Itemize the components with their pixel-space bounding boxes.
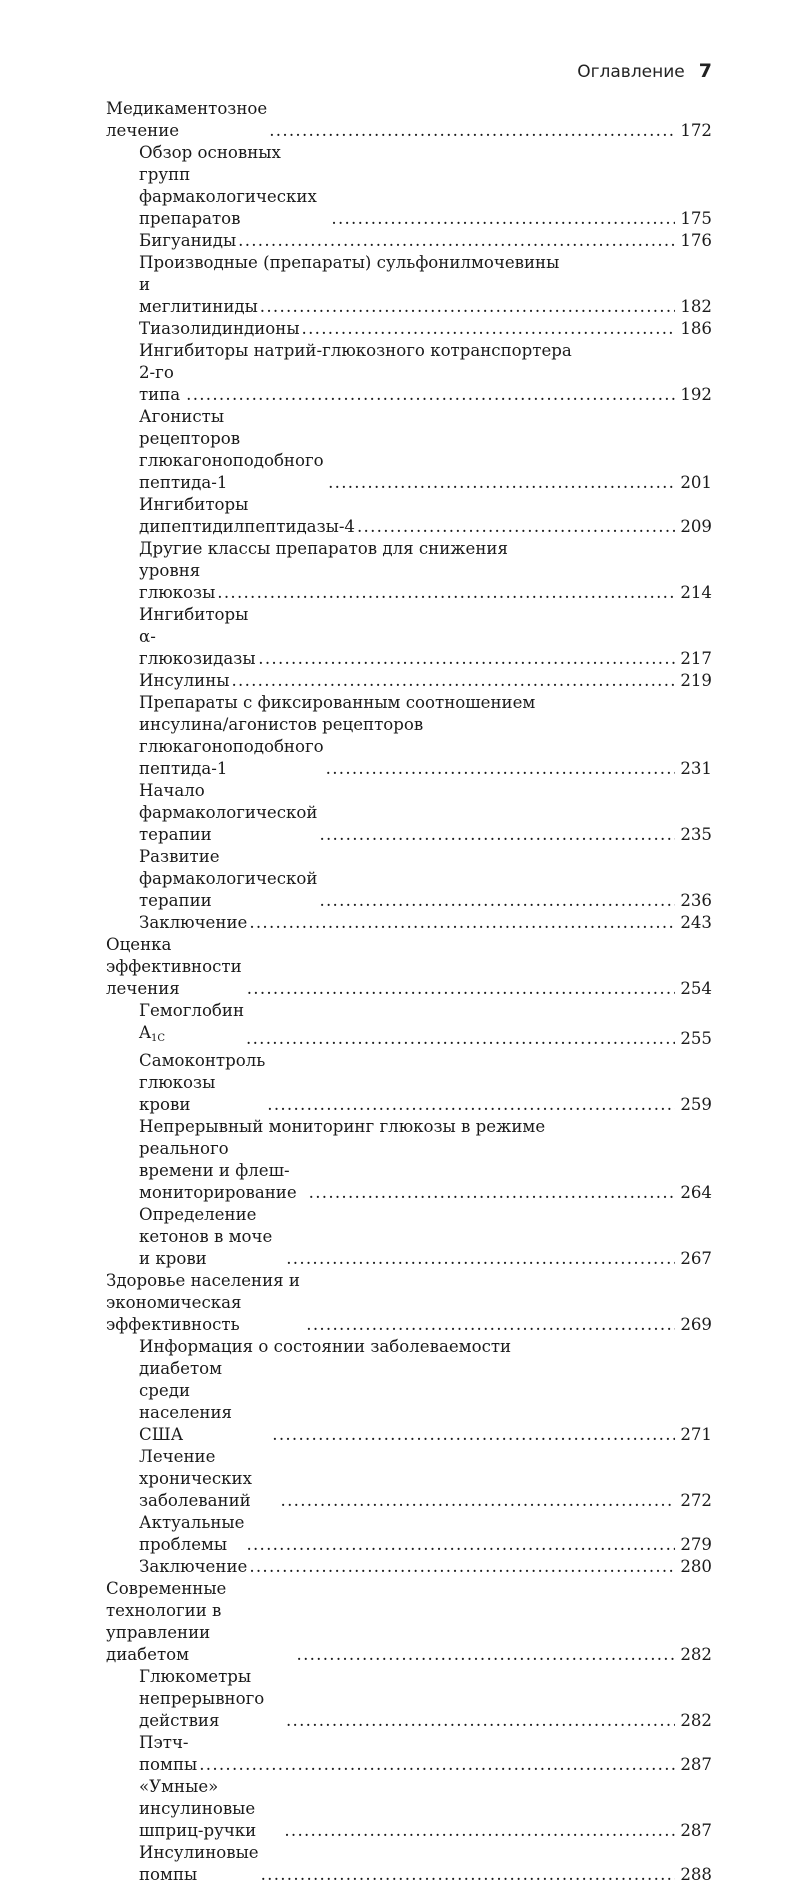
toc-entry-title: Лечение хронических заболеваний — [139, 1447, 258, 1510]
dot-leader — [261, 1864, 675, 1886]
dot-leader — [247, 978, 675, 1000]
toc-entry-title: Самоконтроль глюкозы крови — [139, 1051, 271, 1114]
toc-entry-page: 259 — [680, 1095, 712, 1114]
toc-entry-title: Непрерывный мониторинг глюкозы в режиме — [139, 1117, 546, 1136]
dot-leader — [302, 318, 675, 340]
dot-leader — [238, 230, 675, 252]
toc-entry-page: 282 — [680, 1645, 712, 1664]
toc-subsection-entry — [106, 1666, 712, 1732]
dot-leader — [281, 1490, 675, 1512]
toc-entry-page: 269 — [680, 1315, 712, 1334]
toc-subsection-entry — [106, 142, 712, 230]
toc-entry-page: 287 — [680, 1755, 712, 1774]
dot-leader — [306, 1314, 675, 1336]
toc-entry-title: Заключение — [139, 1557, 248, 1576]
dot-leader — [286, 1710, 675, 1732]
toc-entry-title: реального времени и флеш-мониторирование — [139, 1139, 297, 1202]
toc-subsection-entry — [106, 1050, 712, 1116]
toc-subsection-entry — [106, 538, 712, 560]
toc-entry-title: Инсулины — [139, 671, 230, 690]
toc-entry-title: Актуальные проблемы — [139, 1513, 250, 1554]
toc-entry-subscript: 1C — [150, 1033, 165, 1044]
dot-leader — [246, 1534, 675, 1556]
toc-subsection-entry — [106, 1842, 712, 1886]
toc-entry-page: 231 — [680, 759, 712, 778]
toc-subsection-entry — [106, 1776, 712, 1842]
toc-entry-title: Препараты с фиксированным соотношением — [139, 693, 536, 712]
toc-entry-title: Инсулиновые помпы — [139, 1843, 264, 1884]
toc-subsection-entry — [106, 230, 712, 252]
dot-leader — [326, 758, 675, 780]
toc-subsection-entry — [106, 1204, 712, 1270]
toc-subsection-entry — [106, 1000, 712, 1050]
dot-leader — [258, 648, 675, 670]
dot-leader — [186, 384, 675, 406]
dot-leader — [309, 1182, 675, 1204]
toc-subsection-entry — [106, 670, 712, 692]
dot-leader — [272, 1424, 675, 1446]
toc-entry-page: 272 — [680, 1491, 712, 1510]
toc-entry-title: Производные (препараты) сульфонилмочевины — [139, 253, 560, 272]
toc-entry-title: Начало фармакологической терапии — [139, 781, 323, 844]
toc-entry-title: Агонисты рецепторов глюкагоноподобного пептида-1 — [139, 407, 329, 492]
toc-entry-title: Ингибиторы α-глюкозидазы — [139, 605, 256, 668]
dot-leader — [328, 472, 675, 494]
toc-entry-page: 279 — [680, 1535, 712, 1554]
toc-entry-title: Определение кетонов в моче и крови — [139, 1205, 278, 1268]
toc-entry-title: глюкагоноподобного пептида-1 — [139, 737, 329, 778]
table-of-contents — [106, 98, 712, 1886]
running-header-title: Оглавление — [577, 62, 685, 82]
toc-subsection-entry — [106, 736, 712, 780]
toc-entry-title: Бигуаниды — [139, 231, 237, 250]
toc-entry-page: 282 — [680, 1711, 712, 1730]
dot-leader — [231, 670, 675, 692]
dot-leader — [331, 208, 675, 230]
toc-entry-page: 236 — [680, 891, 712, 910]
dot-leader — [217, 582, 675, 604]
toc-entry-title: диабетом среди населения США — [139, 1359, 238, 1444]
toc-subsection-entry — [106, 1512, 712, 1556]
toc-entry-page: 288 — [680, 1865, 712, 1884]
toc-entry-page: 209 — [680, 517, 712, 536]
toc-entry-title: и меглитиниды — [139, 275, 258, 316]
toc-subsection-entry — [106, 714, 712, 736]
page-number: 7 — [698, 60, 712, 82]
toc-entry-title: Развитие фармакологической терапии — [139, 847, 323, 910]
toc-entry-title: Другие классы препаратов для снижения — [139, 539, 508, 558]
toc-entry-title: Медикаментозное лечение — [106, 99, 273, 140]
toc-section-entry — [106, 1578, 712, 1666]
toc-subsection-entry — [106, 406, 712, 494]
toc-entry-title: Пэтч-помпы — [139, 1733, 198, 1774]
toc-subsection-entry — [106, 1116, 712, 1138]
toc-section-entry — [106, 98, 712, 142]
running-header — [577, 60, 712, 82]
toc-subsection-entry — [106, 494, 712, 538]
toc-subsection-entry — [106, 1358, 712, 1446]
toc-entry-page: 280 — [680, 1557, 712, 1576]
dot-leader — [357, 516, 675, 538]
dot-leader — [269, 120, 675, 142]
toc-entry-page: 264 — [680, 1183, 712, 1202]
toc-entry-page: 201 — [680, 473, 712, 492]
toc-subsection-entry — [106, 1336, 712, 1358]
dot-leader — [286, 1248, 675, 1270]
toc-entry-title: Оценка эффективности лечения — [106, 935, 247, 998]
toc-entry-title: 2-го типа — [139, 363, 181, 404]
toc-subsection-entry — [106, 846, 712, 912]
toc-section-entry — [106, 934, 712, 1000]
toc-entry-title: «Умные» инсулиновые шприц-ручки — [139, 1777, 261, 1840]
toc-subsection-entry — [106, 340, 712, 362]
toc-entry-page: 235 — [680, 825, 712, 844]
toc-subsection-entry — [106, 1138, 712, 1204]
toc-entry-page: 192 — [680, 385, 712, 404]
dot-leader — [249, 1556, 675, 1578]
toc-subsection-entry — [106, 604, 712, 670]
toc-subsection-entry — [106, 252, 712, 274]
toc-entry-page: 243 — [680, 913, 712, 932]
toc-entry-title: Информация о состоянии заболеваемости — [139, 1337, 512, 1356]
toc-subsection-entry — [106, 780, 712, 846]
dot-leader — [260, 296, 675, 318]
toc-entry-title: Здоровье населения и экономическая эффективность — [106, 1271, 306, 1334]
toc-entry-page: 271 — [680, 1425, 712, 1444]
toc-section-entry — [106, 1270, 712, 1336]
toc-entry-page: 217 — [680, 649, 712, 668]
toc-entry-page: 186 — [680, 319, 712, 338]
toc-subsection-entry — [106, 274, 712, 318]
dot-leader — [319, 824, 675, 846]
toc-subsection-entry — [106, 692, 712, 714]
dot-leader — [319, 890, 675, 912]
toc-entry-title: Заключение — [139, 913, 248, 932]
toc-subsection-entry — [106, 318, 712, 340]
dot-leader — [249, 912, 675, 934]
toc-entry-page: 267 — [680, 1249, 712, 1268]
toc-entry-page: 255 — [680, 1029, 712, 1048]
toc-entry-page: 214 — [680, 583, 712, 602]
toc-entry-title: Ингибиторы натрий-глюкозного котранспортера — [139, 341, 572, 360]
toc-entry-title: Ингибиторы дипептидилпептидазы-4 — [139, 495, 355, 536]
toc-entry-page: 175 — [680, 209, 712, 228]
dot-leader — [284, 1820, 675, 1842]
toc-entry-title: Тиазолидиндионы — [139, 319, 300, 338]
toc-entry-page: 254 — [680, 979, 712, 998]
toc-entry-page: 182 — [680, 297, 712, 316]
toc-subsection-entry — [106, 1732, 712, 1776]
toc-subsection-entry — [106, 362, 712, 406]
toc-subsection-entry — [106, 1446, 712, 1512]
toc-subsection-entry — [106, 1556, 712, 1578]
toc-entry-title: Гемоглобин $A_{1C}$ — [139, 1001, 250, 1044]
toc-entry-page: 219 — [680, 671, 712, 690]
toc-entry-title: Обзор основных групп фармакологических препаратов — [139, 143, 323, 228]
toc-entry-title: инсулина/агонистов рецепторов — [139, 715, 424, 734]
toc-entry-page: 287 — [680, 1821, 712, 1840]
toc-entry-title: уровня глюкозы — [139, 561, 216, 602]
dot-leader — [246, 1028, 675, 1050]
dot-leader — [267, 1094, 675, 1116]
toc-entry-title: Современные технологии в управлении диабетом — [106, 1579, 232, 1664]
dot-leader — [297, 1644, 675, 1666]
toc-subsection-entry — [106, 912, 712, 934]
toc-subsection-entry — [106, 560, 712, 604]
dot-leader — [199, 1754, 675, 1776]
toc-entry-title: Глюкометры непрерывного действия — [139, 1667, 270, 1730]
toc-entry-page: 172 — [680, 121, 712, 140]
toc-entry-page: 176 — [680, 231, 712, 250]
